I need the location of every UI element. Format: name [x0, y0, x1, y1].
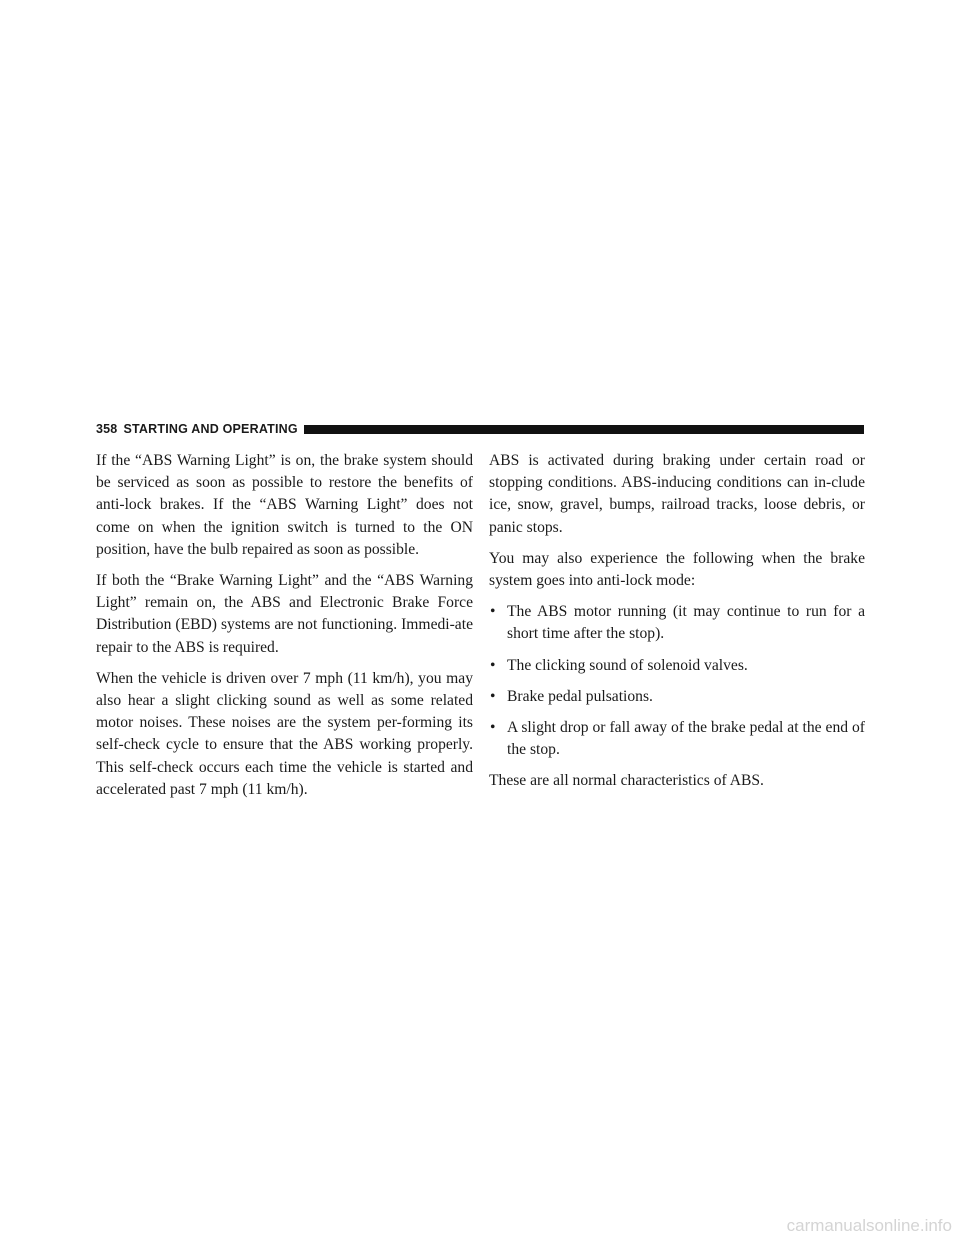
bullet-icon: • [490, 719, 496, 737]
left-column [96, 450, 473, 810]
list-item [489, 601, 865, 645]
list-item-text: A slight drop or fall away of the brake pedal at the end of the stop. [507, 719, 865, 759]
right-column [489, 450, 865, 802]
watermark: carmanualsonline.info [786, 1216, 952, 1235]
list-item [489, 686, 865, 708]
bullet-icon: • [490, 656, 496, 674]
paragraph-anti-lock-mode: You may also experience the following when the brake system goes into anti-lock mode: [489, 549, 865, 590]
page-number: 358 [96, 422, 118, 436]
list-item [489, 655, 865, 677]
list-item [489, 717, 865, 761]
list-item-text: The ABS motor running (it may continue to run for a short time after the stop). [507, 603, 865, 643]
section-title: STARTING AND OPERATING [123, 422, 298, 436]
bullet-icon: • [490, 603, 496, 621]
page-header [96, 419, 864, 439]
paragraph-closing: These are all normal characteristics of ABS. [489, 772, 764, 790]
list-item-text: Brake pedal pulsations. [507, 687, 653, 705]
paragraph-self-check: When the vehicle is driven over 7 mph (11 km/h), you may also hear a slight clicking sound as well as some related motor noises. These noises are the system per-forming its self-check cycle to ensure that the ABS working properly. This self-check occurs each time the vehicle is started and accelerated past 7 mph (11 km/h). [96, 669, 473, 798]
bullet-icon: • [490, 687, 496, 705]
paragraph-abs-activated: ABS is activated during braking under certain road or stopping conditions. ABS-inducing conditions can in-clude ice, snow, gravel, bumps, railroad tracks, loose debris, or panic stops. [489, 452, 865, 536]
header-rule [304, 425, 864, 434]
list-item-text: The clicking sound of solenoid valves. [507, 656, 748, 674]
paragraph-both-warnings: If both the “Brake Warning Light” and the “ABS Warning Light” remain on, the ABS and Electronic Brake Force Distribution (EBD) systems are not functioning. Immedi-ate repair to the ABS is required. [96, 572, 473, 656]
paragraph-abs-warning: If the “ABS Warning Light” is on, the brake system should be serviced as soon as possible to restore the benefits of anti-lock brakes. If the “ABS Warning Light” does not come on when the ignition switch is turned to the ON position, have the bulb repaired as soon as possible. [96, 452, 473, 558]
symptom-list [489, 601, 865, 761]
